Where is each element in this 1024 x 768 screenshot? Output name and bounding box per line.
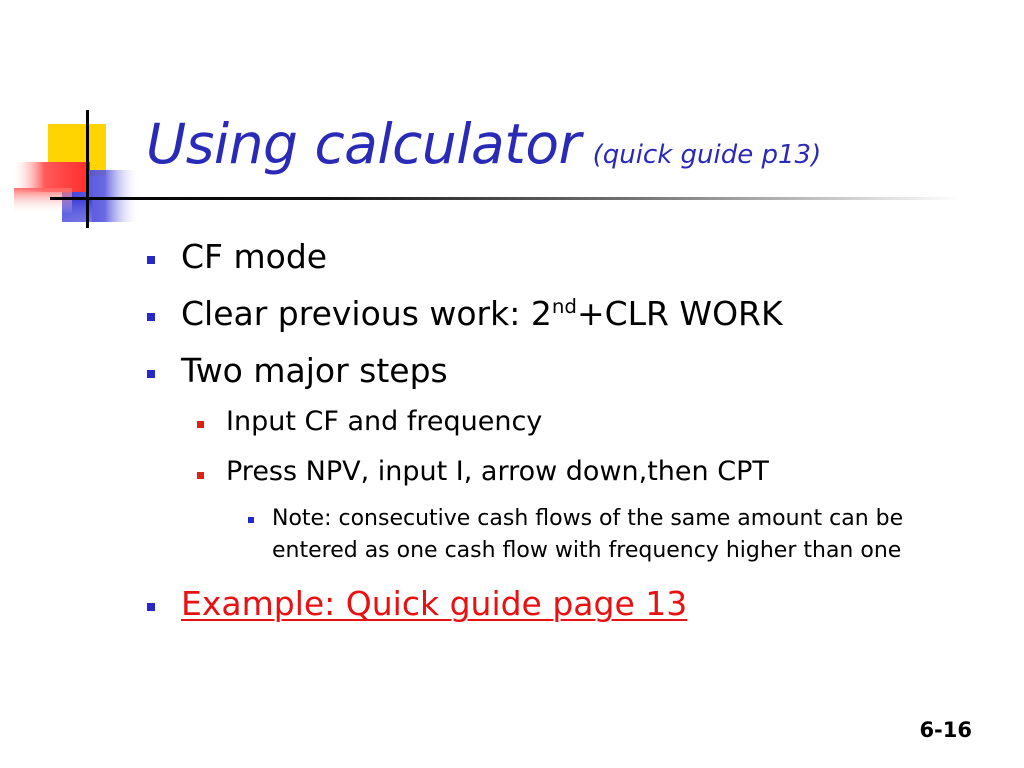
sub-bullet-press-npv: Press NPV, input I, arrow down,then CPT [226, 456, 769, 487]
bullet-two-steps: Two major steps [181, 351, 448, 390]
bullet-marker [147, 313, 155, 321]
title-main: Using calculator [146, 112, 581, 176]
bullet-clear-work-suffix: +CLR WORK [576, 294, 783, 333]
bullet-clear-work [181, 294, 783, 333]
note-line-1: Note: consecutive cash flows of the same amount can be [272, 506, 904, 531]
example-link[interactable]: Example: Quick guide page 13 [181, 584, 688, 623]
note-bullet [272, 503, 903, 567]
bullet-clear-work-prefix: Clear previous work: 2 [181, 294, 552, 333]
bullet-cf-mode: CF mode [181, 237, 328, 276]
note-bullet-marker [248, 517, 254, 523]
sub-bullet-input-cf: Input CF and frequency [226, 406, 543, 437]
page-number: 6-16 [919, 718, 972, 742]
bullet-marker [147, 256, 155, 264]
bullet-marker [147, 370, 155, 378]
title-rule [50, 197, 960, 200]
corner-decoration [0, 0, 140, 230]
vertical-line [86, 110, 89, 228]
note-line-2: entered as one cash flow with frequency higher than one [272, 538, 902, 563]
red-block-fade [14, 188, 72, 214]
bullet-marker [147, 603, 155, 611]
title-note: (quick guide p13) [592, 140, 822, 170]
slide-title [146, 112, 821, 176]
sub-bullet-marker [197, 472, 204, 479]
sub-bullet-marker [197, 421, 204, 428]
red-block [14, 162, 90, 192]
superscript-nd: nd [551, 295, 577, 318]
